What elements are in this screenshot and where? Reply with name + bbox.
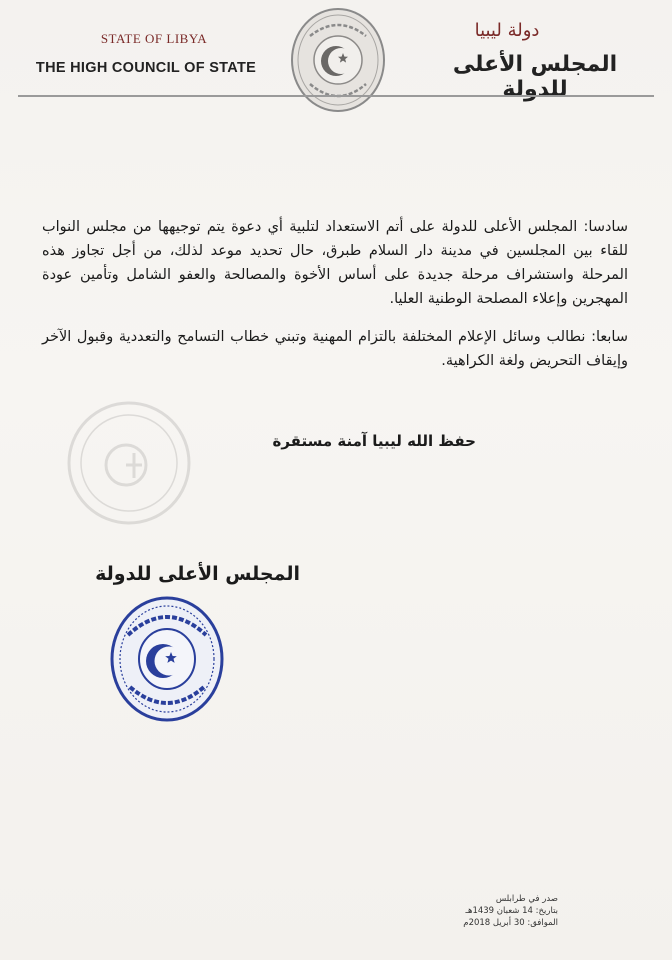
signature-title: المجلس الأعلى للدولة (95, 563, 300, 585)
blue-official-stamp-icon (108, 595, 226, 723)
header-divider (18, 95, 654, 97)
reference-place: صدر في طرابلس (495, 894, 558, 904)
header-english-main: THE HIGH COUNCIL OF STATE (35, 60, 257, 76)
letter-body (42, 215, 628, 387)
header-arabic-main: المجلس الأعلى للدولة (452, 52, 618, 102)
paragraph-seventh: سابعا: نطالب وسائل الإعلام المختلفة بالتزام المهنية وتبني خطاب التسامح والتعددية وقبول الآخر وإيقاف التحريض ولغة الكراهية. (42, 329, 628, 369)
header-arabic-top: دولة ليبيا (474, 20, 540, 41)
faded-embossed-seal-icon (64, 398, 194, 528)
reference-gregorian-date: الموافق: 30 أبريل 2018م (463, 918, 558, 928)
reference-block (463, 893, 558, 929)
crescent-star-emblem-icon (288, 6, 388, 114)
paragraph-sixth: سادسا: المجلس الأعلى للدولة على أتم الاستعداد لتلبية أي دعوة يتم توجيهها من مجلس النواب للقاء بين المجلسين في مدينة دار السلام طبرق، حال تحديد موعد لذلك، من أجل تجاوز هذه المرحلة واستشراف مرحلة جديدة على أساس الأخوة والمصالحة والعفو الشامل وتأمين عودة المهجرين وإعلاء المصلحة الوطنية العليا. (42, 219, 628, 307)
header-english-top: STATE OF LIBYA (100, 31, 208, 46)
closing-phrase: حفظ الله ليبيا آمنة مستقرة (272, 432, 476, 450)
reference-hijri-date: بتاريخ: 14 شعبان 1439هـ (465, 906, 558, 916)
